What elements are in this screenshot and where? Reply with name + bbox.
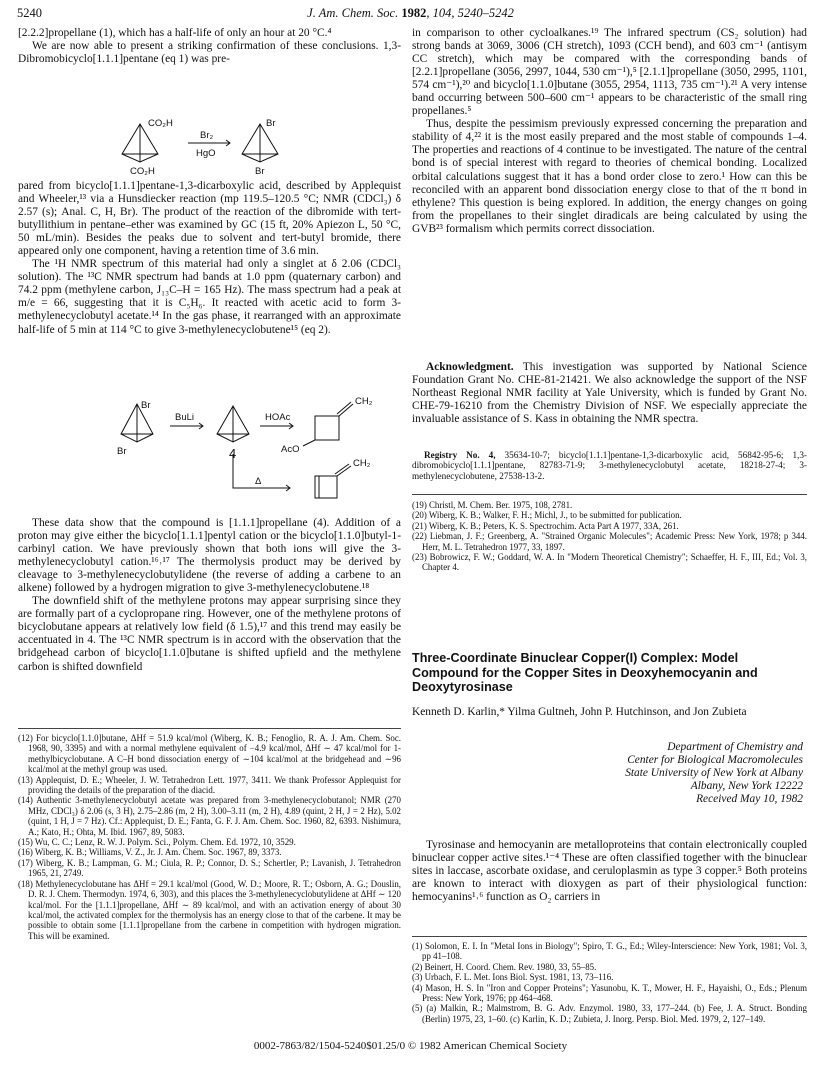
co2h-label: CO₂H — [148, 118, 173, 129]
article-title: Three-Coordinate Binuclear Copper(I) Complex: Model Compound for the Copper Sites in Deoxyhemocyanin and Deoxytyrosinase — [412, 651, 758, 695]
acknowledgment — [412, 361, 807, 426]
left-column-middle — [18, 180, 401, 337]
br-label: Br — [141, 400, 151, 411]
journal-name: J. Am. Chem. Soc. — [307, 6, 399, 20]
journal-year: 1982 — [401, 6, 427, 20]
footnote: (18) Methylenecyclobutane has ΔHf = 29.1 kcal/mol (Good, W. D.; Moore, R. T.; Osborn, A. G.; Douslin, D. R. J. Chem. Thermodyn. 1974, 6, 303), and this places the 3-methylenecyclobutylidene at ΔHf ∼ 120 kcal/mol. For the [1.1.1]propellane, ΔHf ∼ 89 kcal/mol, and with an activation energy of about 30 kcal/mol, the activated complex for the thermolysis has an energy close to that of the carbene. It may be possible to obtain some [1.1.1]propellane from the carbene in competition with hydrogen migration. This will be examined. — [18, 878, 401, 941]
paragraph: The ¹H NMR spectrum of this material had only a singlet at δ 2.06 (CDCl₃ solution). The ¹³C NMR spectrum had bands at 1.0 ppm (quaternary carbon) and 74.2 ppm (methylene carbon, J₁₃C–H = 165 Hz). The mass spectrum had a peak at m/e = 66, suggesting that it is C₅H₆. It reacted with acetic acid to form 3-methylenecyclobutyl acetate.¹⁴ In the gas phase, it rearranged with an approximate half-life of 5 min at 114 °C to give 3-methylenecyclobutene¹⁵ (eq 2). — [18, 258, 401, 336]
received-date: Received May 10, 1982 — [696, 793, 803, 806]
left-column-bottom — [18, 517, 401, 674]
footnote-rule — [412, 936, 807, 937]
footnote: (15) Wu, C. C.; Lenz, R. W. J. Polym. Sci., Polym. Chem. Ed. 1972, 10, 3529. — [18, 837, 296, 848]
footnote: (5) (a) Malkin, R.; Malmstrom, B. G. Adv. Enzymol. 1980, 33, 177–244. (b) Fee, J. A. Struct. Bonding (Berlin) 1975, 23, 1–60. (c) Karlin, K. D.; Zubieta, J. Inorg. Persp. Biol. Med. 1979, 2, 127–149. — [412, 1003, 807, 1024]
paragraph: The downfield shift of the methylene protons may appear surprising since they are formally part of a cyclopropane ring. However, one of the methylene protons of bicyclobutane appears at relatively low field (δ 1.5),¹⁷ and this trend may easily be accentuated in 4. The ¹³C NMR spectrum is in accord with the observation that the bridgehead carbon of bicyclo[1.1.0]butane is shifted upfield and the methylene carbon is shifted downfield — [18, 595, 401, 673]
footnote: (1) Solomon, E. I. In "Metal Ions in Biology"; Spiro, T. G., Ed.; Wiley-Interscience: New York, 1981; Vol. 3, pp 41–108. — [412, 941, 807, 962]
footnote: (2) Beinert, H. Coord. Chem. Rev. 1980, 33, 55–85. — [412, 961, 597, 972]
footnote: (3) Urbach, F. L. Met. Ions Biol. Syst. 1981, 13, 73–116. — [412, 972, 614, 983]
br-label: Br — [117, 446, 127, 457]
compound-number: 4 — [229, 446, 237, 461]
aco-label: AcO — [281, 444, 300, 455]
registry — [412, 450, 807, 481]
right-column-top — [412, 27, 807, 236]
acknowledgment-text: This investigation was supported by National Science Foundation Grant No. CHE-81-21421. We also acknowledge the support of the NSF Northeast Regional NMR facility at Yale University, which is funded by Grant No. CHE-79-16210 from the Chemistry Division of NSF. We especially appreciate the invaluable assistance of S. Kass in obtaining the NMR spectra. — [412, 361, 807, 426]
paragraph: in comparison to other cycloalkanes.¹⁹ The infrared spectrum (CS₂ solution) had strong bands at 3069, 3006 (CH stretch), 1093 (CCH bend), and 603 cm⁻¹ (antisym CC stretch), which may be compared with the corresponding bands of [2.2.1]propellane (3056, 2997, 1044, 530 cm⁻¹),⁵ [2.1.1]propellane (3050, 2995, 1101, 574 cm⁻¹),²⁰ and bicyclo[1.1.0]butane (3055, 2954, 1113, 735 cm⁻¹).²¹ A very intense band occurring between 500–600 cm⁻¹ appears to be characteristic of the small ring propellanes.⁵ — [412, 27, 807, 118]
footnote: (20) Wiberg, K. B.; Walker, F. H.; Michl, J., to be submitted for publication. — [412, 510, 682, 521]
affiliation-line: Department of Chemistry and — [667, 741, 803, 753]
reagent-label: Br₂ — [200, 130, 214, 141]
footnote: (19) Christl, M. Chem. Ber. 1975, 108, 2781. — [412, 500, 573, 510]
affiliation-line: Albany, New York 12222 — [690, 780, 803, 793]
footnote: (22) Liebman, J. F.; Greenberg, A. "Strained Organic Molecules"; Academic Press: New York, 1978; p 344. Herr, M. L. Tetrahedron 1977, 33, 1897. — [412, 531, 807, 552]
scheme-eq1 — [110, 116, 330, 176]
left-column-top — [18, 27, 401, 66]
registry-text: 35634-10-7; bicyclo[1.1.1]pentane-1,3-dicarboxylic acid, 56842-95-6; 1,3-dibromobicyclo[1.1.1]pentane, 82783-71-9; 3-methylenecyclobutyl acetate, 18218-27-4; 3-methylenecyclobutene, 27538-13-2. — [412, 450, 807, 481]
footnote: (14) Authentic 3-methylenecyclobutyl acetate was prepared from 3-methylenecyclobutanol; NMR (270 MHz, CDCl₃) δ 2.06 (s, 3 H), 2.75–2.86 (m, 2 H), 3.00–3.11 (m, 2 H), 4.89 (quint, 2 H, J = 2 Hz), 5.02 (quint, 1 H, J = 7 Hz). Cf.: Applequist, D. E.; Fanta, G. F. J. Am. Chem. Soc. 1960, 82, 6393. Nishimura, A.; Kato, H.; Ohta, M. Ibid. 1967, 89, 5083. — [18, 795, 401, 837]
footnote: (12) For bicyclo[1.1.0]butane, ΔHf = 51.9 kcal/mol (Wiberg, K. B.; Fenoglio, R. A. J. Am. Chem. Soc. 1968, 90, 3395) and with a normal methylene equivalent of −4.9 kcal/mol, ΔHf ∼ 47 kcal/mol for 1-methylbicyclobutane. A C–H bond dissociation energy of ∼104 kcal/mol at the bridgehead and ∼96 kcal/mol at the methyl group was used. — [18, 733, 401, 775]
footnote: (16) Wiberg, K. B.; Williams, V. Z., Jr. J. Am. Chem. Soc. 1967, 89, 3373. — [18, 847, 282, 858]
paragraph: [2.2.2]propellane (1), which has a half-life of only an hour at 20 °C.⁴ — [18, 27, 332, 39]
reagent-label: HgO — [196, 148, 216, 159]
footnote: (4) Mason, H. S. In "Iron and Copper Proteins"; Yasunobu, K. T., Mower, H. F., Hayaishi, O., Eds.; Plenum Press: New York, 1976; pp 464–468. — [412, 982, 807, 1004]
paragraph: These data show that the compound is [1.1.1]propellane (4). Addition of a proton may give either the bicyclo[1.1.1]pentyl cation or the bicyclo[1.1.0]butyl-1-carbinyl cation. We have previously shown that both ions will give the 3-methylenecyclobutyl cation.¹⁶˒¹⁷ The thermolysis product may be derived by cleavage to 3-methylenecyclobutylidene (the reverse of adding a carbene to an alkene) followed by a hydrogen migration to give 3-methylenecyclobutene.¹⁸ — [18, 517, 401, 595]
reagent-label: HOAc — [265, 412, 291, 423]
heat-label: Δ — [255, 476, 262, 487]
paragraph: pared from bicyclo[1.1.1]pentane-1,3-dicarboxylic acid, described by Applequist and Wheeler,¹³ via a Hunsdiecker reaction (mp 119.5–120.5 °C; NMR (CDCl₃) δ 2.57 (s); Anal. C, H, Br). The product of the reaction of the dibromide with tert-butyllithium in pentane–ether was examined by GC (15 ft, 20% Apiezon L, 50 °C, 50 mL/min). Besides the peaks due to solvent and tert-butyl bromide, there appeared only one component, having a retention time of 3.6 min. — [18, 180, 401, 258]
left-footnotes — [18, 733, 401, 941]
right-footnotes — [412, 500, 807, 573]
acknowledgment-heading: Acknowledgment. — [426, 361, 514, 373]
paragraph: Thus, despite the pessimism previously expressed concerning the preparation and stability of 4,²² it is the most easily prepared and the most stable of compounds 1–4. The properties and reactions of 4 continue to be investigated. The nature of the central bond is of special interest with regard to theories of chemical bonding. Localized orbital calculations suggest that it has a bond order close to zero.¹ How can this be reconciled with an apparent bond dissociation energy close to that of the π bond in ethylene? This question is being explored. In addition, the energy changes on going from the propellanes to their singlet diradicals are being calculated by using the GVB²³ formalism which permits correct dissociation. — [412, 118, 807, 235]
footnote: (21) Wiberg, K. B.; Peters, K. S. Spectrochim. Acta Part A 1977, 33A, 261. — [412, 520, 679, 531]
page-number: 5240 — [17, 6, 42, 20]
reagent-label: BuLi — [175, 412, 195, 423]
scheme-eq2 — [115, 396, 375, 521]
affiliation-line: Center for Biological Macromolecules — [627, 754, 803, 767]
affiliation — [423, 741, 803, 806]
footnote-rule — [18, 728, 401, 729]
co2h-label: CO₂H — [130, 166, 155, 177]
footnote: (17) Wiberg, K. B.; Lampman, G. M.; Ciula, R. P.; Connor, D. S.; Schertler, P.; Lavanish, J. Tetrahedron 1965, 21, 2749. — [18, 857, 401, 879]
br-label: Br — [266, 118, 276, 129]
footnote: (13) Applequist, D. E.; Wheeler, J. W. Tetrahedron Lett. 1977, 3411. We thank Professor Applequist for providing the details of the preparation of the diacid. — [18, 774, 401, 796]
journal-volume: , 104, 5240–5242 — [426, 6, 514, 20]
running-head — [0, 6, 821, 21]
footnote-rule — [412, 494, 807, 495]
article-footnotes — [412, 941, 807, 1024]
copyright-footer: 0002-7863/82/1504-5240$01.25/0 © 1982 American Chemical Society — [253, 1040, 568, 1052]
affiliation-line: State University of New York at Albany — [625, 767, 803, 780]
ch2-label: CH₂ — [353, 458, 371, 469]
article-body — [412, 839, 807, 904]
br-label: Br — [255, 166, 265, 177]
paragraph: Tyrosinase and hemocyanin are metalloproteins that contain electronically coupled binuclear copper active sites.¹⁻⁴ These are often classified together with the binuclear sites in laccase, ascorbate oxidase, and ceruloplasmin as type 3 copper.⁵ Both proteins are known to interact with dioxygen as part of their physiological function: hemocyanins¹˒⁶ function as O₂ carriers in — [412, 839, 807, 904]
article-authors: Kenneth D. Karlin,* Yilma Gultneh, John P. Hutchinson, and Jon Zubieta — [412, 706, 747, 718]
paragraph: We are now able to present a striking confirmation of these conclusions. 1,3-Dibromobicyclo[1.1.1]pentane (eq 1) was pre- — [18, 40, 401, 66]
footnote: (23) Bobrowicz, F. W.; Goddard, W. A. In "Modern Theoretical Chemistry"; Schaeffer, H. F., III, Ed.; Vol. 3, Chapter 4. — [412, 552, 807, 573]
ch2-label: CH₂ — [355, 396, 373, 407]
registry-heading: Registry No. 4, — [424, 450, 496, 460]
